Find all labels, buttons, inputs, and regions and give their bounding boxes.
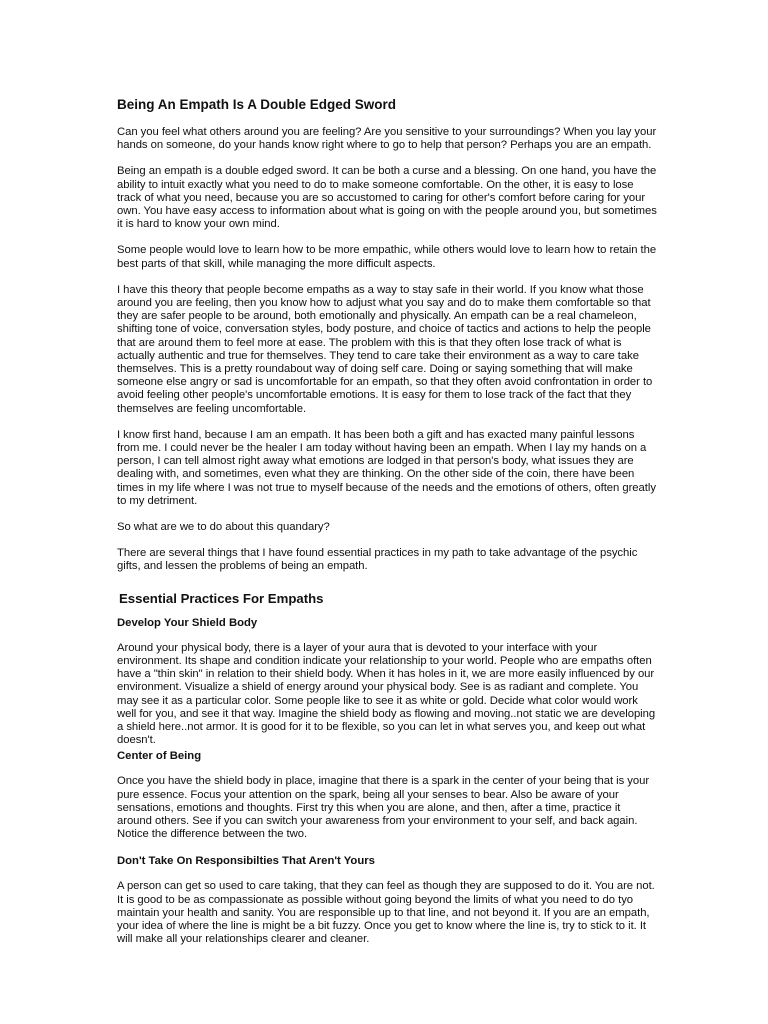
section-title: Essential Practices For Empaths: [119, 590, 324, 606]
practice-heading-center-of-being: Center of Being: [117, 750, 202, 763]
intro-paragraph-3: Some people would love to learn how to be more empathic, while others would love to learn how to retain the best parts of that skill, while managing the more difficult aspects.: [117, 244, 657, 270]
practice-body-shield-body: Around your physical body, there is a layer of your aura that is devoted to your interface with your environment. Its shape and condition indicate your relationship to your world. People who are empaths often have a "thin skin" in relation to their shield body. When it has holes in it, we are more easily influenced by our environment. Visualize a shield of energy around your physical body. See is as radiant and complete. You may see it as a particular color. Some people like to see it as white or gold. Decide what color would work well for you, and see it that way. Imagine the shield body as flowing and moving..not static we are developing a shield here..not armor. It is good for it to be flexible, so you can let in what serves you, and keep out what doesn't.: [117, 641, 656, 747]
intro-paragraph-6: So what are we to do about this quandary?: [117, 521, 330, 534]
practice-body-responsibilities: A person can get so used to care taking, that they can feel as though they are supposed to do it. You are not. It is good to be as compassionate as possible without going beyond the limits of what you need to do tyo maintain your health and sanity. You are responsible up to that line, and not beyond it. If you are an empath, your idea of where the line is might be a bit fuzzy. Once you get to know where the line is, try to stick to it. It will make all your relationships clearer and cleaner.: [117, 880, 655, 946]
document-page: [117, 96, 657, 959]
practice-heading-responsibilities: Don't Take On Responsibilties That Aren't Yours: [117, 855, 375, 868]
intro-paragraph-4: I have this theory that people become empaths as a way to stay safe in their world. If you know what those around you are feeling, then you know how to adjust what you say and do to make them comfortable so that they are safer people to be around, both emotionally and physically. An empath can be a real chameleon, shifting tone of voice, conversation styles, body posture, and choice of tactics and actions to help the people that are around them to feel more at ease. The problem with this is that they often lose track of what is actually authentic and true for themselves. They tend to care take their environment as a way to care take themselves. This is a pretty roundabout way of doing self care. Doing or saying something that will make someone else angry or sad is uncomfortable for an empath, so that they often avoid confrontation in order to avoid feeling other people's uncomfortable emotions. It is easy for them to lose track of the fact that they themselves are feeling uncomfortable.: [117, 283, 653, 415]
intro-paragraph-7: There are several things that I have found essential practices in my path to take advantage of the psychic gifts, and lessen the problems of being an empath.: [117, 547, 638, 573]
intro-paragraph-2: Being an empath is a double edged sword. It can be both a curse and a blessing. On one hand, you have the ability to intuit exactly what you need to do to make someone comfortable. On the other, it is easy to lose track of what you need, because you are so accustomed to caring for other's comfort before caring for your own. You have easy access to information about what is going on with the people around you, but sometimes it is hard to know your own mind.: [117, 165, 657, 231]
document-title: Being An Empath Is A Double Edged Sword: [117, 97, 397, 112]
practice-heading-shield-body: Develop Your Shield Body: [117, 616, 258, 629]
intro-paragraph-5: I know first hand, because I am an empath. It has been both a gift and has exacted many painful lessons from me. I could never be the healer I am today without having been an empath. When I lay my hands on a person, I can tell almost right away what emotions are lodged in that person's body, what issues they are dealing with, and sometimes, even what they are thinking. On the other side of the coin, there have been times in my life where I was not true to myself because of the needs and the emotions of others, often greatly to my detriment.: [117, 428, 656, 507]
intro-paragraph-1: Can you feel what others around you are feeling? Are you sensitive to your surroundings? When you lay your hands on someone, do your hands know right where to go to help that person? Perhaps you are an empath.: [117, 126, 657, 152]
practice-body-center-of-being: Once you have the shield body in place, imagine that there is a spark in the center of your being that is your pure essence. Focus your attention on the spark, being all your senses to bear. Also be aware of your sensations, emotions and thoughts. First try this when you are alone, and then, after a time, practice it around others. See if you can switch your awareness from your environment to your self, and back again. Notice the difference between the two.: [117, 775, 650, 841]
